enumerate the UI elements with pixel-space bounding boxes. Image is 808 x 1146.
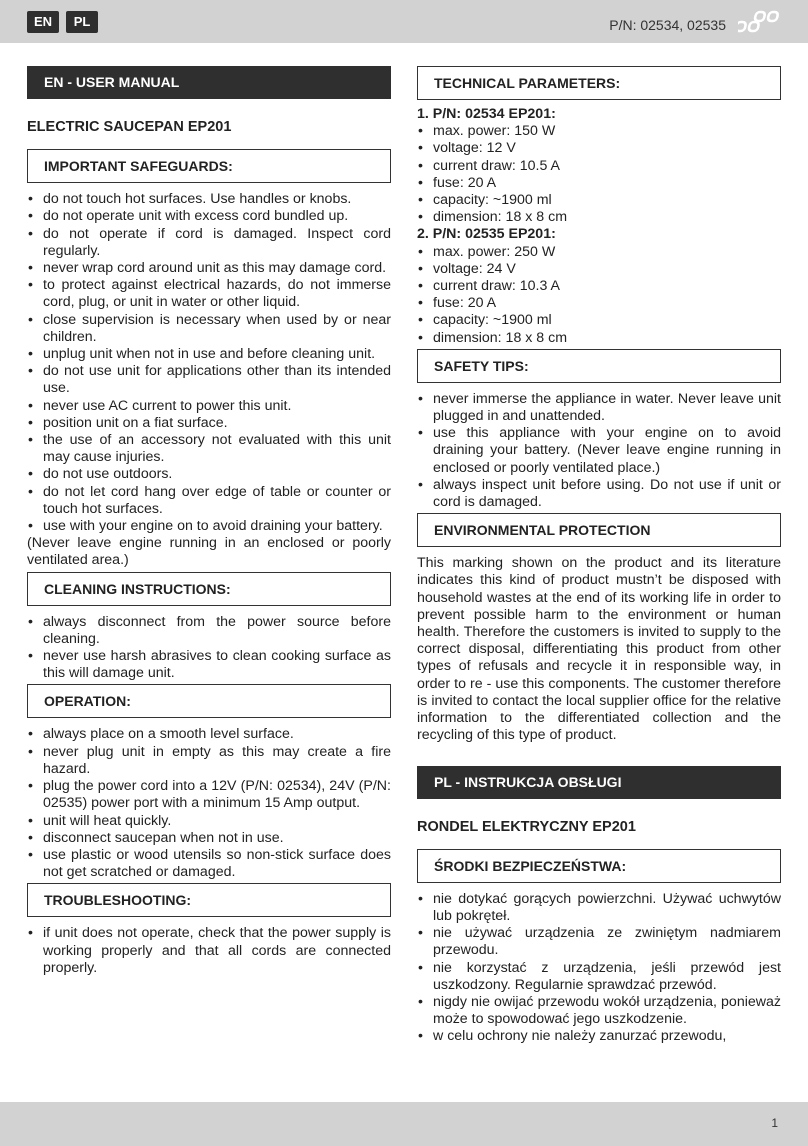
list-item: • current draw: 10.3 A [417, 278, 781, 295]
environment-heading: ENVIRONMENTAL PROTECTION [417, 513, 781, 547]
list-item: • use plastic or wood utensils so non-stick surface does not get scratched or damaged. [27, 847, 391, 881]
model1-title: 1. P/N: 02534 EP201: [417, 106, 556, 122]
list-item: • never plug unit in empty as this may create a fire hazard. [27, 744, 391, 778]
list-item: • do not touch hot surfaces. Use handles or knobs. [27, 191, 391, 208]
list-item: • unplug unit when not in use and before cleaning unit. [27, 346, 391, 363]
safeguards-list [27, 191, 391, 535]
list-item: • nigdy nie owijać przewodu wokół urządzenia, ponieważ może to spowodować jego uszkodzenie. [417, 994, 781, 1028]
list-item: • use with your engine on to avoid draining your battery. [27, 518, 391, 535]
model2-title: 2. P/N: 02535 EP201: [417, 226, 556, 243]
list-item: • max. power: 250 W [417, 244, 781, 261]
list-item: • never wrap cord around unit as this may damage cord. [27, 260, 391, 277]
list-item: • plug the power cord into a 12V (P/N: 02534), 24V (P/N: 02535) power port with a minimum 15 Amp output. [27, 778, 391, 812]
list-item: • fuse: 20 A [417, 295, 781, 312]
manual-title: EN - USER MANUAL [27, 66, 391, 99]
list-item: • position unit on a fiat surface. [27, 415, 391, 432]
list-item: • close supervision is necessary when used by or near children. [27, 312, 391, 346]
list-item: • never use AC current to power this unit. [27, 398, 391, 415]
part-number: P/N: 02534, 02535 [609, 17, 726, 33]
product-title: ELECTRIC SAUCEPAN EP201 [27, 119, 232, 135]
page-number: 1 [771, 1116, 778, 1130]
list-item: • capacity: ~1900 ml [417, 192, 781, 209]
list-item: • current draw: 10.5 A [417, 158, 781, 175]
safeguards-heading: IMPORTANT SAFEGUARDS: [27, 149, 391, 183]
tech-heading: TECHNICAL PARAMETERS: [417, 66, 781, 100]
list-item: • never immerse the appliance in water. Never leave unit plugged in and unattended. [417, 391, 781, 425]
list-item: • voltage: 12 V [417, 140, 781, 157]
list-item: • to protect against electrical hazards, do not immerse cord, plug, or unit in water or other liquid. [27, 277, 391, 311]
footer-bar [0, 1102, 808, 1146]
environment-text: This marking shown on the product and its literature indicates this kind of product mustn’t be disposed with household wastes at the end of its working life in order to prevent possible harm to the environment or human health. Therefore the customers is invited to supply to the correct disposal, differentiating this product from other types of refusals and recycle it in responsible way, in order to re - use this components. The customer therefore is invited to contact the local supplier office for the relative information to the differentiated collection and the recycling of this type of product. [417, 555, 781, 744]
pl-manual-title: PL - INSTRUKCJA OBSŁUGI [417, 766, 781, 799]
list-item: • the use of an accessory not evaluated with this unit may cause injuries. [27, 432, 391, 466]
header-bar [0, 0, 808, 43]
safety-list [417, 391, 781, 511]
list-item: • dimension: 18 x 8 cm [417, 330, 781, 347]
model2-specs [417, 244, 781, 347]
list-item: • do not operate if cord is damaged. Inspect cord regularly. [27, 226, 391, 260]
list-item: • nie dotykać gorących powierzchni. Używać uchwytów lub pokręteł. [417, 891, 781, 925]
list-item: • disconnect saucepan when not in use. [27, 830, 391, 847]
list-item: • always disconnect from the power source before cleaning. [27, 614, 391, 648]
cleaning-list [27, 614, 391, 683]
list-item: • do not use outdoors. [27, 466, 391, 483]
list-item: • do not use unit for applications other than its intended use. [27, 363, 391, 397]
list-item: • capacity: ~1900 ml [417, 312, 781, 329]
brand-logo-icon [738, 9, 782, 35]
list-item: • nie używać urządzenia ze zwiniętym nadmiarem przewodu. [417, 925, 781, 959]
language-tab-pl[interactable]: PL [66, 11, 98, 33]
list-item: • max. power: 150 W [417, 123, 781, 140]
list-item: • always inspect unit before using. Do not use if unit or cord is damaged. [417, 477, 781, 511]
pl-product-title: RONDEL ELEKTRYCZNY EP201 [417, 818, 636, 835]
cleaning-heading: CLEANING INSTRUCTIONS: [27, 572, 391, 606]
right-column [417, 66, 781, 1046]
list-item: • voltage: 24 V [417, 261, 781, 278]
list-item: • dimension: 18 x 8 cm [417, 209, 781, 226]
operation-heading: OPERATION: [27, 684, 391, 718]
list-item: • unit will heat quickly. [27, 813, 391, 830]
list-item: • do not let cord hang over edge of table or counter or touch hot surfaces. [27, 484, 391, 518]
left-column [27, 66, 391, 977]
troubleshooting-heading: TROUBLESHOOTING: [27, 883, 391, 917]
list-item: • w celu ochrony nie należy zanurzać przewodu, [417, 1028, 781, 1045]
language-tab-en[interactable]: EN [27, 11, 59, 33]
pl-safeguards-list [417, 891, 781, 1046]
list-item: • nie korzystać z urządzenia, jeśli przewód jest uszkodzony. Regularnie sprawdzać przewód. [417, 960, 781, 994]
troubleshooting-list [27, 925, 391, 977]
list-item: • use this appliance with your engine on to avoid draining your battery. (Never leave engine running in enclosed or poorly ventilated place.) [417, 425, 781, 477]
list-item: • if unit does not operate, check that the power supply is working properly and that all cords are connected properly. [27, 925, 391, 977]
list-item: • always place on a smooth level surface. [27, 726, 391, 743]
list-item: • fuse: 20 A [417, 175, 781, 192]
model1-specs [417, 123, 781, 226]
list-item: • do not operate unit with excess cord bundled up. [27, 208, 391, 225]
safeguards-note: (Never leave engine running in an enclosed or poorly ventilated area.) [27, 535, 391, 569]
safety-heading: SAFETY TIPS: [417, 349, 781, 383]
list-item: • never use harsh abrasives to clean cooking surface as this will damage unit. [27, 648, 391, 682]
operation-list [27, 726, 391, 881]
pl-safeguards-heading: ŚRODKI BEZPIECZEŃSTWA: [417, 849, 781, 883]
